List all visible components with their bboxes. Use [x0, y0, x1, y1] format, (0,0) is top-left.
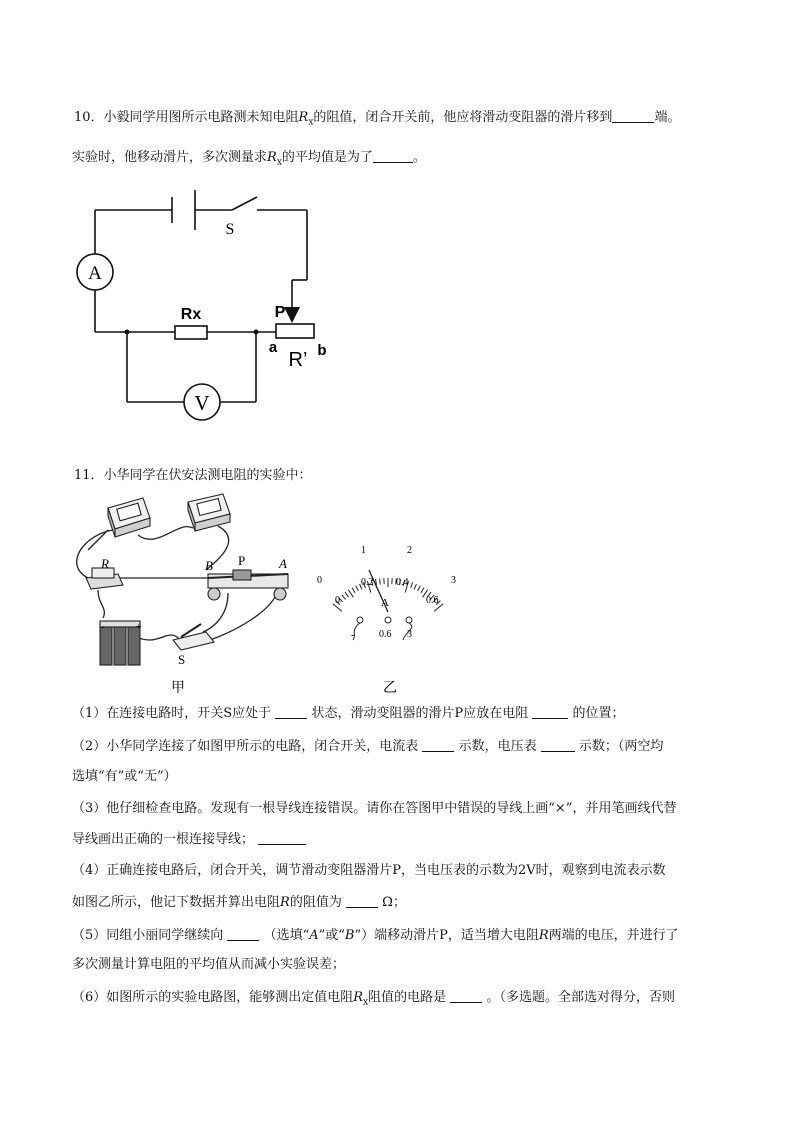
scale-bottom-3: 0.6 — [426, 595, 439, 606]
switch-label: S — [225, 221, 235, 238]
caption-jia: 甲 — [171, 679, 185, 695]
dial-tick — [418, 586, 421, 591]
dial-tick — [421, 588, 424, 593]
scale-top-0: 0 — [317, 575, 322, 586]
dial-tick — [352, 588, 355, 593]
answer-blank[interactable] — [612, 108, 654, 123]
q11-part-5-cont: 多次测量计算电阻的平均值从而减小实验误差； — [72, 957, 346, 972]
answer-blank[interactable] — [541, 737, 575, 752]
answer-blank[interactable] — [450, 988, 482, 1003]
scale-top-3: 3 — [451, 575, 456, 586]
answer-blank[interactable] — [373, 148, 413, 163]
answer-blank[interactable] — [258, 830, 306, 845]
scale-bottom-2: 0.4 — [396, 577, 409, 588]
label-p: P — [238, 553, 246, 568]
dial-tick — [414, 584, 416, 590]
dial-tick — [411, 582, 413, 588]
end-a-label: a — [268, 339, 278, 356]
label-r: R — [101, 556, 109, 571]
q11-part-1: （1）在连接电路时，开关S应处于 状态，滑动变阻器的滑片P应放在电阻 的位置； — [72, 706, 625, 721]
label-b: B — [205, 558, 213, 573]
scale-top-1: 1 — [361, 545, 366, 556]
label-plus: + — [136, 622, 142, 633]
slider-label: P — [274, 304, 286, 321]
dial-tick — [348, 590, 353, 598]
dial-tick — [342, 595, 346, 600]
end-b-label: b — [317, 342, 327, 359]
q11-part-3-cont: 导线画出正确的一根连接导线； — [72, 830, 306, 849]
scale-top-2: 2 — [407, 545, 412, 556]
answer-blank[interactable] — [227, 926, 259, 941]
answer-blank[interactable] — [346, 893, 378, 908]
q11-part-2-cont: 选填“有”或“无”） — [72, 769, 177, 784]
terminal-minus: - — [351, 630, 355, 641]
q11-figure-jia — [68, 490, 298, 695]
scale-bottom-0: 0 — [335, 595, 340, 606]
label-a: A — [279, 556, 287, 571]
scale-bottom-1: 0.2 — [361, 577, 374, 588]
q10-line-2: 实验时，他移动滑片，多次测量求$R_x$的平均值是为了 。 — [72, 150, 426, 168]
dial-tick — [380, 579, 381, 585]
answer-blank[interactable] — [422, 737, 454, 752]
dial-tick — [356, 586, 359, 591]
q11-part-4-cont: 如图乙所示，他记下数据并算出电阻R的阻值为 Ω； — [72, 895, 406, 910]
q10-circuit-diagram — [60, 185, 380, 425]
answer-blank[interactable] — [532, 704, 568, 719]
q11-part-2: （2）小华同学连接了如图甲所示的电路，闭合开关，电流表 示数，电压表 示数；（两空均 — [72, 739, 664, 754]
resistor-label: Rx — [180, 306, 202, 323]
caption-yi: 乙 — [383, 679, 397, 695]
q11-part-4: （4）正确连接电路后，闭合开关，调节滑动变阻器滑片P，当电压表的示数为2V时，观察到电流表示数 — [72, 863, 666, 878]
q11-title: 11．小华同学在伏安法测电阻的实验中： — [74, 468, 312, 483]
ammeter-label: A — [88, 263, 102, 284]
rheostat-label: R’ — [288, 349, 308, 371]
answer-blank[interactable] — [275, 704, 307, 719]
terminal-06: 0.6 — [379, 629, 392, 640]
label-minus: - — [101, 622, 105, 633]
q11-part-6: （6）如图所示的实验电路图，能够测出定值电阻$R_x$阻值的电路是 。（多选题。全部选对得分，否则 — [72, 990, 675, 1008]
q11-part-3: （3）他仔细检查电路。发现有一根导线连接错误。请你在答图甲中错误的导线上画“×”，并用笔画线代替 — [72, 801, 677, 816]
terminal-3: 3 — [407, 629, 412, 640]
q11-part-5: （5）同组小丽同学继续向 （选填“A”或“B”）端移动滑片P，适当增大电阻R两端的电压，并进行了 — [72, 928, 679, 943]
q11-figure-yi — [305, 540, 465, 695]
dial-unit: A — [381, 597, 389, 609]
voltmeter-label: V — [194, 391, 210, 415]
dial-tick — [345, 592, 349, 597]
q10-line-1: 10．小毅同学用图所示电路测未知电阻$R_x$的阻值，闭合开关前，他应将滑动变阻器的滑片移到 端。 — [74, 110, 681, 128]
label-s: S — [178, 652, 186, 667]
